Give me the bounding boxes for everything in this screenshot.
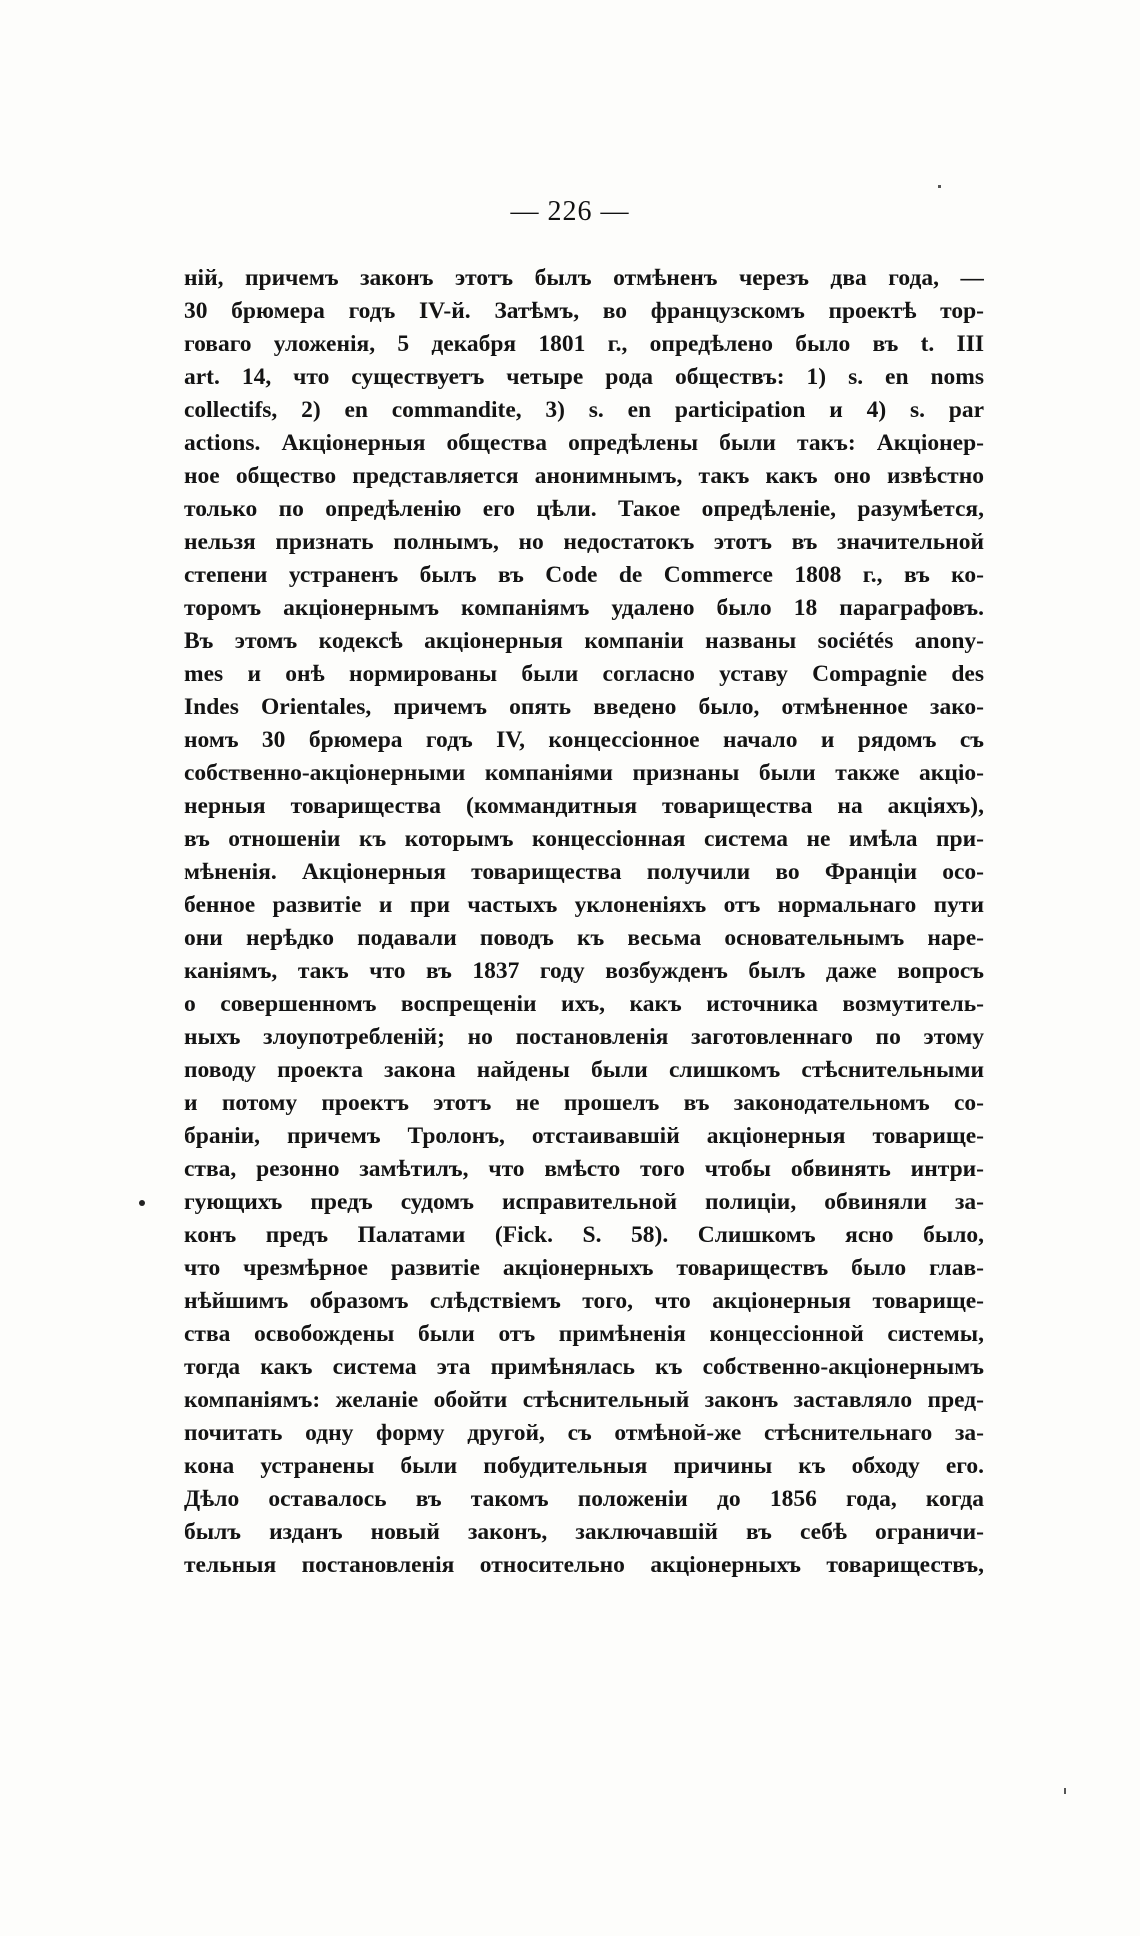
text-line: ства, резонно замѣтилъ, что вмѣсто того чтобы обвинять интри- — [184, 1156, 984, 1182]
text-line: что чрезмѣрное развитіе акціонерныхъ товариществъ было глав- — [184, 1255, 984, 1281]
text-line: мѣненія. Акціонерныя товарищества получили во Франціи осо- — [184, 859, 984, 885]
text-line: только по опредѣленію его цѣли. Такое опредѣленіе, разумѣется, — [184, 496, 984, 522]
text-line: тельныя постановленія относительно акціонерныхъ товариществъ, — [184, 1552, 984, 1578]
text-line: Дѣло оставалось въ такомъ положеніи до 1856 года, когда — [184, 1486, 984, 1512]
text-line: о совершенномъ воспрещеніи ихъ, какъ источника возмутитель- — [184, 991, 984, 1017]
body-text — [184, 262, 984, 1582]
margin-mark — [139, 1200, 145, 1206]
text-line: гующихъ предъ судомъ исправительной полиціи, обвиняли за- — [184, 1189, 984, 1215]
text-line: actions. Акціонерныя общества опредѣлены были такъ: Акціонер- — [184, 430, 984, 456]
text-line: и потому проектъ этотъ не прошелъ въ законодательномъ со- — [184, 1090, 984, 1116]
text-line: нерныя товарищества (коммандитныя товарищества на акціяхъ), — [184, 793, 984, 819]
text-line: 30 брюмера годъ IV-й. Затѣмъ, во французскомъ проектѣ тор- — [184, 298, 984, 324]
text-line: въ отношеніи къ которымъ концессіонная система не имѣла при- — [184, 826, 984, 852]
text-line: поводу проекта закона найдены были слишкомъ стѣснительными — [184, 1057, 984, 1083]
text-line: нѣйшимъ образомъ слѣдствіемъ того, что акціонерныя товарище- — [184, 1288, 984, 1314]
print-speck — [938, 185, 941, 188]
print-speck — [1064, 1788, 1066, 1794]
text-line: собственно-акціонерными компаніями признаны были также акціо- — [184, 760, 984, 786]
text-line: нельзя признать полнымъ, но недостатокъ этотъ въ значительной — [184, 529, 984, 555]
text-line: ныхъ злоупотребленій; но постановленія заготовленнаго по этому — [184, 1024, 984, 1050]
text-line: компаніямъ: желаніе обойти стѣснительный законъ заставляло пред- — [184, 1387, 984, 1413]
text-line: кона устранены были побудительныя причины къ обходу его. — [184, 1453, 984, 1479]
text-line: браніи, причемъ Тролонъ, отстаивавшій акціонерныя товарище- — [184, 1123, 984, 1149]
text-line: почитать одну форму другой, съ отмѣной-же стѣснительнаго за- — [184, 1420, 984, 1446]
text-line: конъ предъ Палатами (Fick. S. 58). Слишкомъ ясно было, — [184, 1222, 984, 1248]
text-line: Indes Orientales, причемъ опять введено было, отмѣненное зако- — [184, 694, 984, 720]
text-line: торомъ акціонернымъ компаніямъ удалено было 18 параграфовъ. — [184, 595, 984, 621]
text-line: ній, причемъ законъ этотъ былъ отмѣненъ черезъ два года, — — [184, 265, 984, 291]
text-line: mes и онѣ нормированы были согласно уставу Compagnie des — [184, 661, 984, 687]
text-line: степени устраненъ былъ въ Code de Commerce 1808 г., въ ко- — [184, 562, 984, 588]
text-line: говаго уложенія, 5 декабря 1801 г., опредѣлено было въ t. III — [184, 331, 984, 357]
page-number: — 226 — — [510, 196, 630, 227]
text-line: номъ 30 брюмера годъ IV, концессіонное начало и рядомъ съ — [184, 727, 984, 753]
text-line: бенное развитіе и при частыхъ уклоненіяхъ отъ нормальнаго пути — [184, 892, 984, 918]
text-line: ное общество представляется анонимнымъ, такъ какъ оно извѣстно — [184, 463, 984, 489]
text-line: ства освобождены были отъ примѣненія концессіонной системы, — [184, 1321, 984, 1347]
text-line: тогда какъ система эта примѣнялась къ собственно-акціонернымъ — [184, 1354, 984, 1380]
text-line: каніямъ, такъ что въ 1837 году возбужденъ былъ даже вопросъ — [184, 958, 984, 984]
text-line: art. 14, что существуетъ четыре рода обществъ: 1) s. en noms — [184, 364, 984, 390]
text-line: Въ этомъ кодексѣ акціонерныя компаніи названы sociétés anony- — [184, 628, 984, 654]
text-line: collectifs, 2) en commandite, 3) s. en participation и 4) s. par — [184, 397, 984, 423]
text-line: они нерѣдко подавали поводъ къ весьма основательнымъ нарe- — [184, 925, 984, 951]
text-line: былъ изданъ новый законъ, заключавшій въ себѣ ограничи- — [184, 1519, 984, 1545]
